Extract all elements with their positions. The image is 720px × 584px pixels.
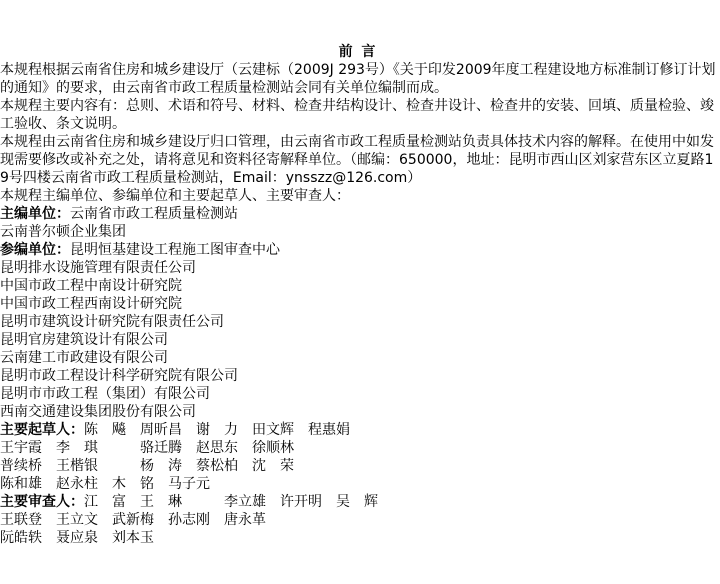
reviewer-names: 王联登 王立文 武新梅 孙志刚 唐永革 [0, 512, 266, 528]
participating-unit: 昆明市政工程设计科学研究院有限公司 [0, 368, 238, 384]
participating-units-line [0, 241, 716, 259]
drafter-names: 陈和雄 赵永柱 木 铭 马子元 [0, 476, 210, 492]
participating-unit: 云南建工市政建设有限公司 [0, 350, 168, 366]
paragraph-contents: 本规程主要内容有：总则、术语和符号、材料、检查井结构设计、检查井设计、检查井的安装、回填、质量检验、竣工验收、条文说明。 [0, 98, 714, 132]
chief-unit: 云南省市政工程质量检测站 [70, 206, 238, 222]
participating-unit: 中国市政工程西南设计研究院 [0, 296, 182, 312]
participating-unit: 昆明市建筑设计研究院有限责任公司 [0, 314, 224, 330]
drafters-label: 主要起草人： [0, 422, 84, 438]
reviewer-names: 江 富 王 琳 李立雄 许开明 吴 辉 [84, 494, 378, 510]
reviewer-names: 阮皓轶 聂应泉 刘本玉 [0, 530, 154, 546]
drafter-names: 普续桥 王楷银 杨 涛 蔡松柏 沈 荣 [0, 458, 294, 474]
document-body [0, 43, 716, 547]
drafters-line [0, 421, 716, 439]
participating-unit: 昆明恒基建设工程施工图审查中心 [70, 242, 280, 258]
paragraph-management: 本规程由云南省住房和城乡建设厅归口管理，由云南省市政工程质量检测站负责具体技术内容的解释。在使用中如发现需要修改或补充之处，请将意见和资料径寄解释单位。（邮编：650000，地址：昆明市西山区刘家营东区立夏路19号四楼云南省市政工程质量检测站，Email：ynsszz@126.com） [0, 134, 714, 186]
paragraph-units-intro: 本规程主编单位、参编单位和主要起草人、主要审查人： [0, 188, 350, 204]
participating-unit: 昆明官房建筑设计有限公司 [0, 332, 168, 348]
reviewers-label: 主要审查人： [0, 494, 84, 510]
reviewers-line [0, 493, 716, 511]
drafter-names: 陈 飚 周昕昌 谢 力 田文辉 程惠娟 [84, 422, 350, 438]
chief-units-label: 主编单位： [0, 206, 70, 222]
participating-unit: 西南交通建设集团股份有限公司 [0, 404, 196, 420]
participating-unit: 中国市政工程中南设计研究院 [0, 278, 182, 294]
participating-units-label: 参编单位： [0, 242, 70, 258]
chief-units-line [0, 205, 716, 223]
chief-unit: 云南普尔顿企业集团 [0, 224, 126, 240]
page-title: 前 言 [338, 44, 378, 60]
participating-unit: 昆明市市政工程（集团）有限公司 [0, 386, 210, 402]
paragraph-basis: 本规程根据云南省住房和城乡建设厅（云建标（2009J 293号）《关于印发2009年度工程建设地方标准制订修订计划的通知》的要求，由云南省市政工程质量检测站会同有关单位编制而成。 [0, 62, 716, 96]
drafter-names: 王宇霞 李 琪 骆迁腾 赵思东 徐顺林 [0, 440, 294, 456]
participating-unit: 昆明排水设施管理有限责任公司 [0, 260, 196, 276]
